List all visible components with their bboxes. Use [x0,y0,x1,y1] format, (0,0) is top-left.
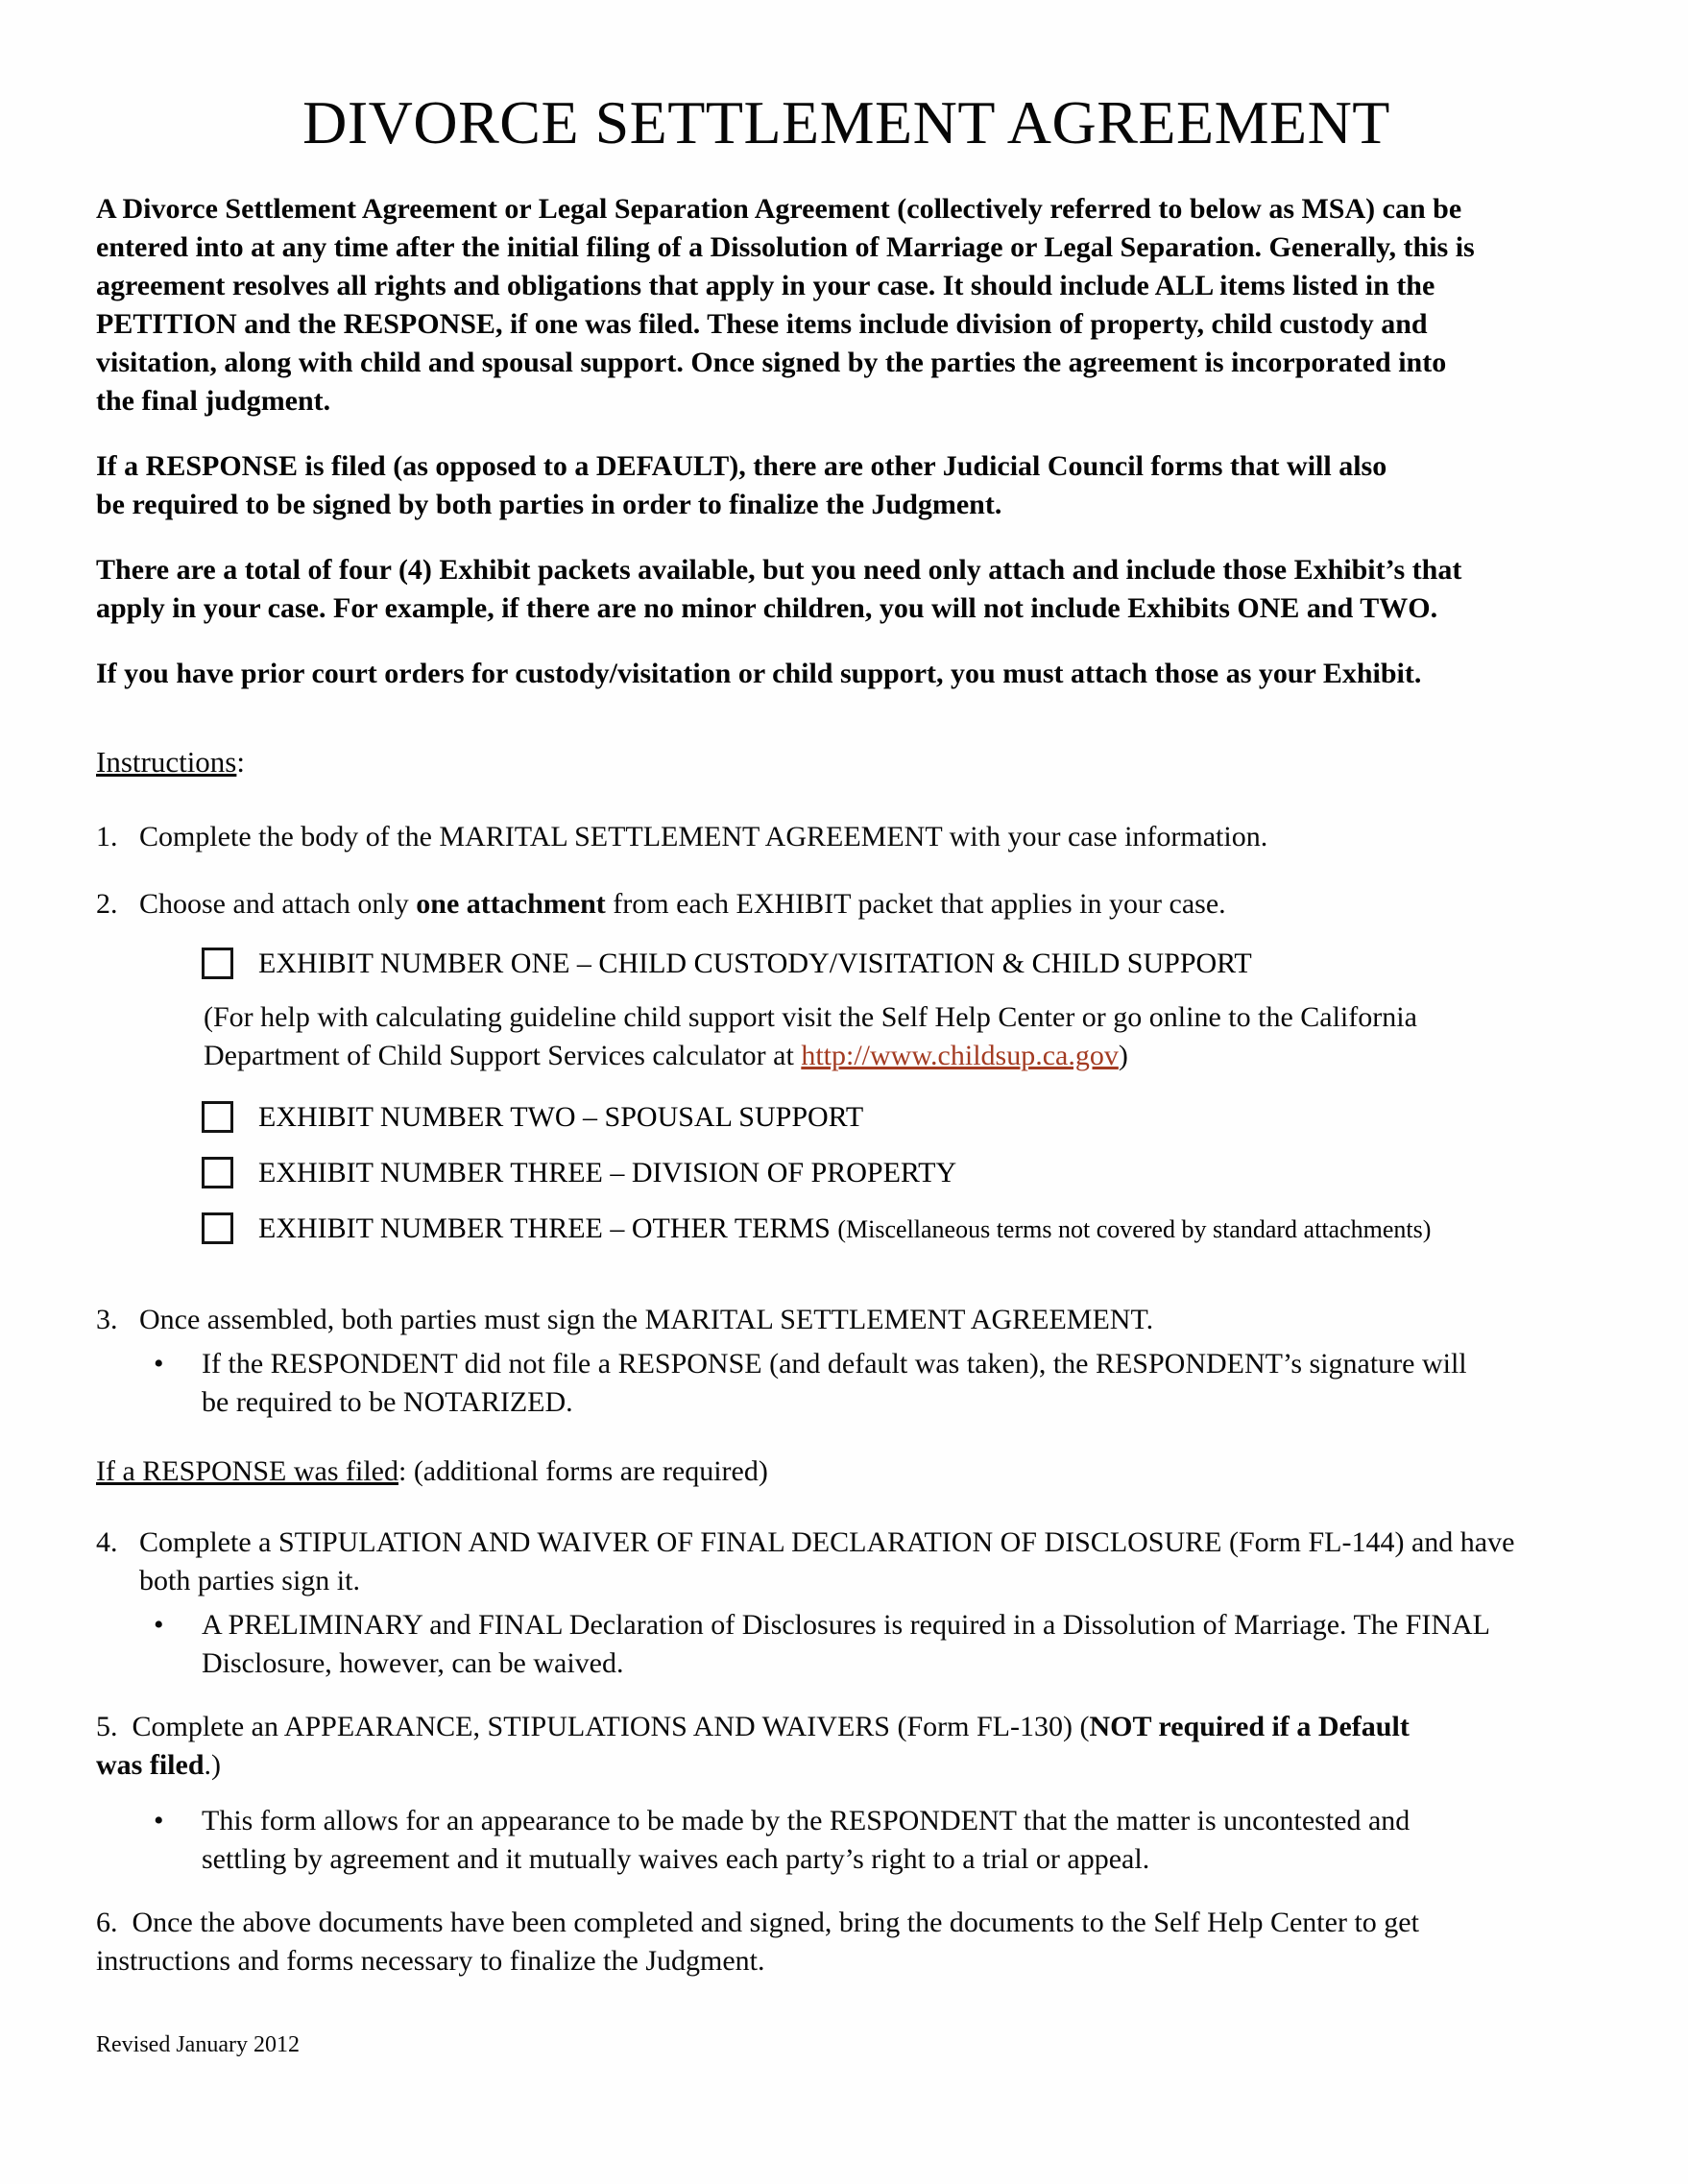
item-line [96,1708,1597,1746]
intro-paragraph-4 [96,655,1597,693]
bullet-item-appearance [154,1802,1597,1879]
instructions-heading-colon: : [236,744,245,779]
intro-line: A Divorce Settlement Agreement or Legal Separation Agreement (collectively referred to below as MSA) can be [96,192,1462,225]
exhibit-three-property-label: EXHIBIT NUMBER THREE – DIVISION OF PROPERTY [258,1156,957,1188]
exhibit-three-other-label-main: EXHIBIT NUMBER THREE – OTHER TERMS [258,1212,831,1244]
exhibit-two-row [96,1098,1597,1137]
item-text-segment: 5. Complete an APPEARANCE, STIPULATIONS AND WAIVERS (Form FL-130) ( [96,1710,1090,1742]
item-number: 2. [96,887,118,920]
help-text-segment: ) [1118,1039,1128,1071]
instruction-item-6 [96,1904,1597,1980]
instruction-item-5 [96,1708,1597,1785]
bullet-item-disclosure [154,1606,1597,1683]
item-text-segment: from each EXHIBIT packet that applies in your case. [605,887,1226,920]
exhibit-three-other-checkbox[interactable] [202,1212,233,1244]
intro-line: If a RESPONSE is filed (as opposed to a DEFAULT), there are other Judicial Council forms that will also [96,449,1387,482]
bullet-text [202,1345,1467,1422]
item-text-segment: Choose and attach only [139,887,417,920]
instructions-heading [96,743,1597,781]
item-text-bold-segment: one attachment [416,887,606,920]
intro-line: If you have prior court orders for custody/visitation or child support, you must attach those as your Exhibit. [96,657,1422,689]
item-text [139,1524,1514,1600]
bullet-line: If the RESPONDENT did not file a RESPONSE (and default was taken), the RESPONDENT’s signature will [202,1347,1467,1380]
item-line: both parties sign it. [139,1564,360,1596]
intro-paragraph-1 [96,190,1597,420]
item-text [139,885,1226,924]
response-filed-heading-rest: : (additional forms are required) [398,1454,768,1487]
bullet-marker: • [154,1804,164,1836]
exhibit-one-checkbox[interactable] [202,948,233,979]
item-number: 3. [96,1303,118,1335]
exhibit-three-other-note: (Miscellaneous terms not covered by standard attachments) [837,1214,1432,1243]
intro-paragraph-2 [96,447,1597,524]
item-text-segment: .) [204,1748,221,1781]
bullet-marker: • [154,1608,164,1641]
instruction-item-3 [96,1301,1597,1339]
item-text: Complete the body of the MARITAL SETTLEMENT AGREEMENT with your case information. [139,820,1268,852]
intro-line: PETITION and the RESPONSE, if one was filed. These items include division of property, child custody and [96,307,1428,340]
item-text-bold-segment: was filed [96,1748,205,1781]
intro-line: visitation, along with child and spousal support. Once signed by the parties the agreement is incorporated into [96,346,1447,378]
item-text: Once assembled, both parties must sign the MARITAL SETTLEMENT AGREEMENT. [139,1303,1154,1335]
help-text-segment: Department of Child Support Services calculator at [204,1039,802,1071]
help-line: (For help with calculating guideline child support visit the Self Help Center or go online to the California [204,1000,1417,1033]
intro-line: There are a total of four (4) Exhibit packets available, but you need only attach and include those Exhibit’s that [96,553,1462,586]
bullet-line: be required to be NOTARIZED. [202,1385,573,1418]
bullet-text [202,1802,1410,1879]
exhibit-three-other-label [258,1210,1431,1249]
bullet-text [202,1606,1490,1683]
instructions-heading-text: Instructions [96,744,237,779]
intro-paragraph-3 [96,551,1597,628]
exhibit-one-label: EXHIBIT NUMBER ONE – CHILD CUSTODY/VISITATION & CHILD SUPPORT [258,947,1252,979]
instruction-item-4 [96,1524,1597,1600]
item-line [96,1746,1597,1785]
child-support-help-paragraph [204,998,1587,1075]
intro-line: be required to be signed by both parties in order to finalize the Judgment. [96,488,1002,520]
intro-line: the final judgment. [96,384,331,417]
item-line: Complete a STIPULATION AND WAIVER OF FINAL DECLARATION OF DISCLOSURE (Form FL-144) and have [139,1525,1515,1558]
item-line: 6. Once the above documents have been completed and signed, bring the documents to the Self Help Center to get [96,1906,1419,1938]
page-title: DIVORCE SETTLEMENT AGREEMENT [302,88,1390,156]
bullet-line: A PRELIMINARY and FINAL Declaration of Disclosures is required in a Dissolution of Marriage. The FINAL [202,1608,1490,1641]
exhibit-two-checkbox[interactable] [202,1101,233,1133]
item-text-bold-segment: NOT required if a Default [1089,1710,1410,1742]
exhibit-two-label: EXHIBIT NUMBER TWO – SPOUSAL SUPPORT [258,1100,864,1133]
instruction-item-2 [96,885,1597,924]
intro-line: entered into at any time after the initial filing of a Dissolution of Marriage or Legal Separation. Generally, this is [96,230,1475,263]
revision-note: Revised January 2012 [96,2031,300,2057]
bullet-line: This form allows for an appearance to be made by the RESPONDENT that the matter is uncontested and [202,1804,1411,1836]
item-number: 1. [96,820,118,852]
item-line: instructions and forms necessary to finalize the Judgment. [96,1944,765,1977]
exhibit-three-property-checkbox[interactable] [202,1157,233,1188]
response-filed-heading-underlined: If a RESPONSE was filed [96,1454,398,1487]
exhibit-one-row [96,945,1597,983]
bullet-line: Disclosure, however, can be waived. [202,1646,624,1679]
item-number: 4. [96,1525,118,1558]
exhibit-three-other-row [96,1210,1597,1249]
help-line [204,1037,1587,1075]
response-filed-heading [96,1452,1597,1491]
intro-line: apply in your case. For example, if there are no minor children, you will not include Exhibits ONE and TWO. [96,591,1438,624]
bullet-line: settling by agreement and it mutually waives each party’s right to a trial or appeal. [202,1842,1150,1875]
intro-line: agreement resolves all rights and obligations that apply in your case. It should include ALL items listed in the [96,269,1435,301]
bullet-item-notarized [154,1345,1597,1422]
exhibit-three-property-row [96,1154,1597,1192]
bullet-marker: • [154,1347,164,1380]
childsup-link[interactable]: http://www.childsup.ca.gov [801,1039,1119,1071]
instruction-item-1 [96,818,1597,856]
